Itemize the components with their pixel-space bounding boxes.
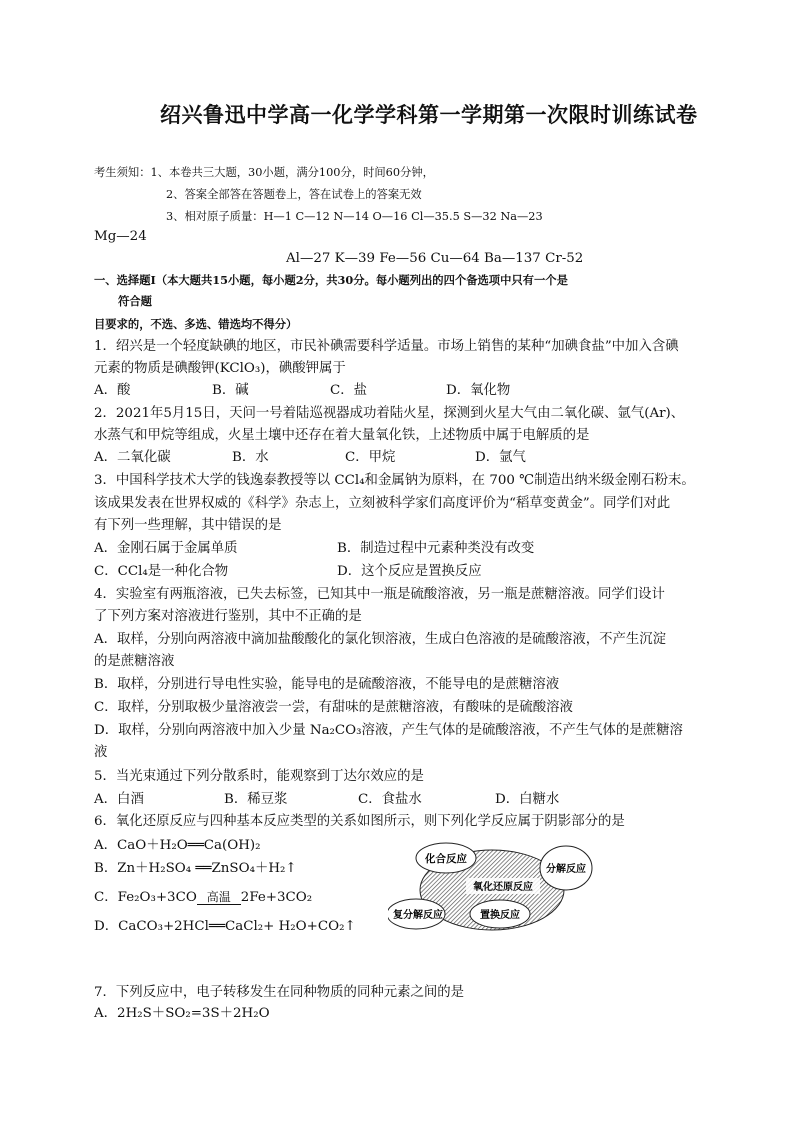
combination-label: 化合反应 xyxy=(425,853,467,865)
q6-option-c-products: 2Fe+3CO₂ xyxy=(240,890,313,905)
q1-option-a: A．酸 xyxy=(94,383,131,398)
q2-option-d: D．氩气 xyxy=(475,450,526,465)
q6-option-b: B．Zn＋H₂SO₄ ══ZnSO₄＋H₂↑ xyxy=(94,861,297,876)
displacement-label: 置换反应 xyxy=(480,910,520,921)
page-title: 绍兴鲁迅中学高一化学学科第一学期第一次限时训练试卷 xyxy=(160,102,698,127)
q5-option-b: B．稀豆浆 xyxy=(224,792,288,807)
notice-line-5: Al—27 K—39 Fe—56 Cu—64 Ba—137 Cr-52 xyxy=(286,251,584,266)
q6-stem: 6．氧化还原反应与四种基本反应类型的关系如图所示，则下列化学反应属于阴影部分的是 xyxy=(94,814,625,829)
q4-option-a-1: A．取样，分别向两溶液中滴加盐酸酸化的氯化钡溶液，生成白色溶液的是硫酸溶液，不产生沉淀 xyxy=(94,632,667,647)
q1-option-b: B．碱 xyxy=(212,383,249,398)
q3-stem-1: 3．中国科学技术大学的钱逸泰教授等以 CCl₄和金属钠为原料，在 700 ℃制造出纳米级金刚石粉末。 xyxy=(94,473,695,488)
q3-option-c: C．CCl₄是一种化合物 xyxy=(94,564,229,579)
equals-bar xyxy=(197,904,241,908)
q4-option-a-2: 的是蔗糖溶液 xyxy=(94,654,175,669)
double-displacement-label: 复分解反应 xyxy=(393,910,443,921)
q4-option-d-1: D．取样，分别向两溶液中加入少量 Na₂CO₃溶液，产生气体的是硫酸溶液，不产生气体的是蔗糖溶 xyxy=(94,723,683,738)
q6-option-d: D．CaCO₃+2HCl══CaCl₂+ H₂O+CO₂↑ xyxy=(94,919,356,934)
q7-option-a: A．2H₂S＋SO₂=3S＋2H₂O xyxy=(94,1006,270,1021)
notice-line-4: Mg—24 xyxy=(94,229,147,244)
q4-option-d-2: 液 xyxy=(94,745,108,760)
notice-line-2: 2、答案全部答在答题卷上，答在试卷上的答案无效 xyxy=(166,188,422,201)
q4-option-c: C．取样，分别取极少量溶液尝一尝，有甜味的是蔗糖溶液，有酸味的是硫酸溶液 xyxy=(94,700,573,715)
q5-option-d: D．白糖水 xyxy=(495,792,560,807)
q5-option-a: A．白酒 xyxy=(94,792,144,807)
q1-option-c: C．盐 xyxy=(330,383,368,398)
notice-line-1: 考生须知：1、本卷共三大题，30小题，满分100分，时间60分钟， xyxy=(94,166,434,179)
q5-stem: 5．当光束通过下列分散系时，能观察到丁达尔效应的是 xyxy=(94,769,424,784)
q2-option-a: A．二氧化碳 xyxy=(94,450,171,465)
q7-stem: 7．下列反应中，电子转移发生在同种物质的同种元素之间的是 xyxy=(94,985,465,1000)
q6-option-c xyxy=(94,888,312,908)
reaction-condition-label: 高温 xyxy=(206,890,231,904)
q1-stem-1: 1．绍兴是一个轻度缺碘的地区，市民补碘需要科学适量。市场上销售的某种“加碘食盐”中加入含碘 xyxy=(94,339,679,354)
q2-option-b: B．水 xyxy=(232,450,269,465)
q6-option-a: A．CaO＋H₂O══Ca(OH)₂ xyxy=(94,838,261,853)
q3-stem-3: 有下列一些理解，其中错误的是 xyxy=(94,518,282,533)
q1-stem-2: 元素的物质是碘酸钾(KClO₃)，碘酸钾属于 xyxy=(94,361,346,376)
q2-stem-2: 水蒸气和甲烷等组成，火星土壤中还存在着大量氧化铁，上述物质中属于电解质的是 xyxy=(94,428,590,443)
section-heading-1: 一、选择题Ⅰ（本大题共15小题，每小题2分，共30分。每小题列出的四个备选项中只有一个是 xyxy=(94,273,568,287)
q4-option-b: B．取样，分别进行导电性实验，能导电的是硫酸溶液，不能导电的是蔗糖溶液 xyxy=(94,677,560,692)
q4-stem-1: 4．实验室有两瓶溶液，已失去标签，已知其中一瓶是硫酸溶液，另一瓶是蔗糖溶液。同学们设计 xyxy=(94,587,665,602)
reaction-type-diagram xyxy=(388,836,596,940)
q1-option-d: D．氧化物 xyxy=(446,383,511,398)
reaction-condition xyxy=(197,891,241,908)
q2-stem-1: 2．2021年5月15日，天问一号着陆巡视器成功着陆火星，探测到火星大气由二氧化碳、氩气(Ar)、 xyxy=(94,406,685,421)
q3-stem-2: 该成果发表在世界权威的《科学》杂志上，立刻被科学家们高度评价为“稻草变黄金”。同学们对此 xyxy=(94,496,671,511)
decomposition-label: 分解反应 xyxy=(546,864,586,875)
section-heading-2: 符合题 xyxy=(118,294,152,308)
q4-stem-2: 了下列方案对溶液进行鉴别，其中不正确的是 xyxy=(94,609,362,624)
redox-label: 氧化还原反应 xyxy=(473,882,533,893)
q6-option-c-reactants: C．Fe₂O₃+3CO xyxy=(94,890,197,905)
section-heading-3: 目要求的，不选、多选、错选均不得分） xyxy=(94,317,298,331)
q3-option-a: A．金刚石属于金属单质 xyxy=(94,541,238,556)
q2-option-c: C．甲烷 xyxy=(345,450,396,465)
q3-option-b: B．制造过程中元素种类没有改变 xyxy=(337,541,535,556)
q5-option-c: C．食盐水 xyxy=(358,792,422,807)
q3-option-d: D．这个反应是置换反应 xyxy=(337,564,482,579)
notice-line-3: 3、相对原子质量：H—1 C—12 N—14 O—16 Cl—35.5 S—32 Na—23 xyxy=(166,210,543,223)
